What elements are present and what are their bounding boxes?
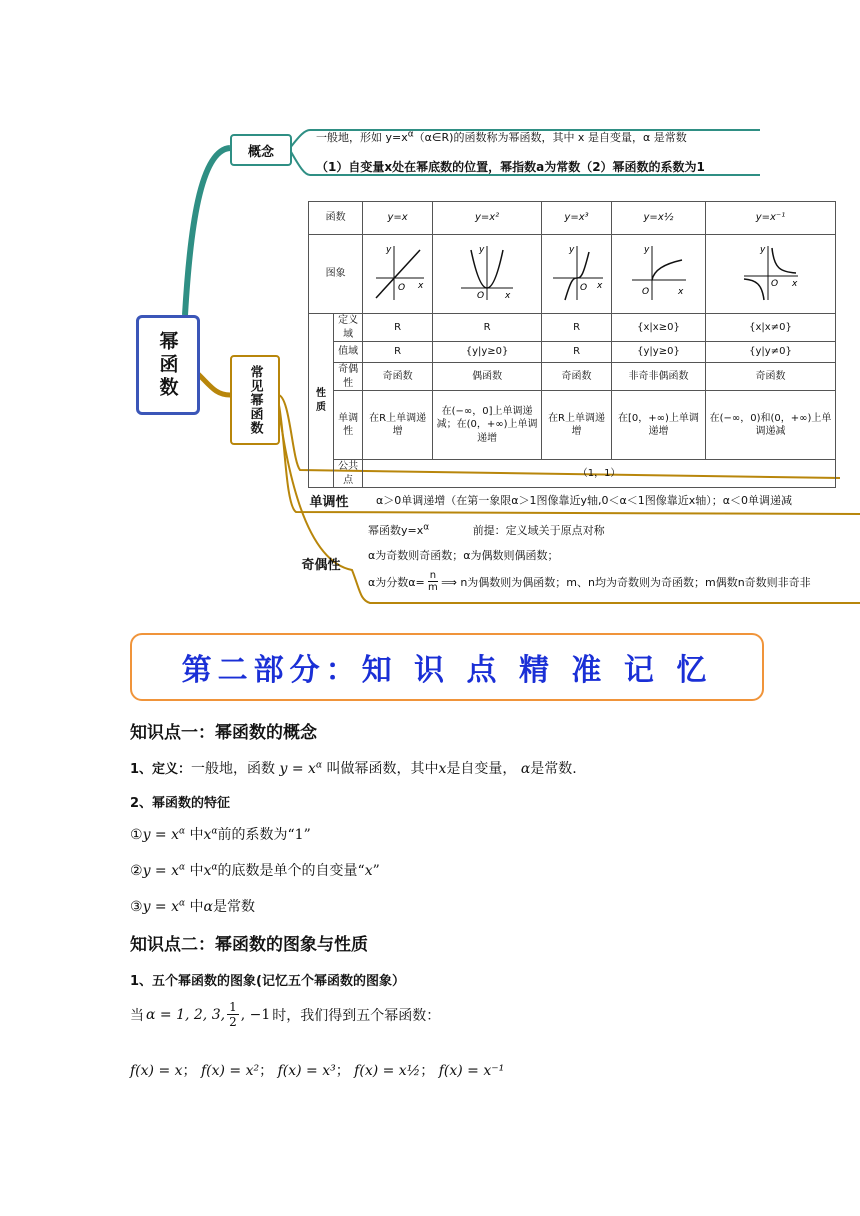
svg-text:x: x	[417, 280, 423, 291]
parity-line3: α为分数α= $\frac{n}{m}$ ⟹ n为偶数则为偶函数；m、n均为奇数则为奇函数；m偶数n奇数则非奇非	[368, 570, 811, 593]
graph-y-x2	[433, 235, 542, 314]
feature-1: ①y = $x^\alpha$ 中$x^\alpha$前的系数为“1”	[130, 826, 311, 843]
svg-text:y: y	[479, 244, 485, 255]
concept-line1: 一般地，形如 $y=x^\alpha(\alpha\in R)$的函数称为幂函数，其中 x 是自变量，α 是常数	[316, 129, 687, 144]
graph-row-label: 图象	[309, 235, 363, 314]
section1-title: 知识点一：幂函数的概念	[130, 723, 317, 743]
svg-text:x: x	[678, 286, 684, 297]
part-two-title: 第二部分：知 识 点 精 准 记 忆	[181, 653, 713, 688]
svg-text:O: O	[579, 282, 587, 293]
parity-line2: α为奇数则奇函数；α为偶数则偶函数；	[368, 549, 559, 562]
graph-y-sqrt	[612, 235, 706, 314]
table-header-cell: y=x³	[542, 202, 612, 235]
feature-2: ②y = $x^\alpha$ 中$x^\alpha$的底数是单个的自变量“x”	[130, 862, 380, 879]
parity-label: 奇偶性	[301, 557, 341, 573]
svg-text:y: y	[760, 244, 766, 255]
svg-text:O: O	[642, 286, 650, 297]
section2-title: 知识点二：幂函数的图象与性质	[130, 935, 368, 955]
common-powers-label: 常见幂函数	[247, 365, 263, 435]
svg-text:x: x	[596, 280, 602, 291]
svg-text:x: x	[505, 290, 511, 301]
graph-inverse	[740, 242, 800, 302]
part-two-banner	[130, 633, 764, 701]
definition-line: 1、定义：一般地，函数 $y = x^\alpha$ 叫做幂函数，其中x是自变量， α是常数.	[130, 760, 577, 777]
graph-sqrt	[628, 242, 688, 302]
root-node	[136, 315, 200, 415]
feature-3: ③y = $x^\alpha$ 中α是常数	[130, 898, 255, 915]
monotonic-label: 单调性	[309, 494, 349, 510]
properties-label: 性 质	[309, 314, 334, 488]
svg-text:O: O	[397, 282, 405, 293]
concept-line2: （1）自变量x处在幂底数的位置，幂指数a为常数（2）幂函数的系数为1	[316, 160, 705, 174]
monotonic-node	[292, 489, 366, 511]
svg-text:y: y	[568, 244, 574, 255]
section2-sub1: 1、五个幂函数的图象(记忆五个幂函数的图象）	[130, 974, 405, 989]
graph-cube	[547, 242, 607, 302]
svg-text:O: O	[477, 290, 485, 301]
parity-line1: 幂函数$y=x^\alpha$ 前提：定义域关于原点对称	[368, 522, 605, 537]
svg-text:y: y	[385, 244, 391, 255]
graph-square	[457, 242, 517, 302]
table-header-cell: y=x²	[433, 202, 542, 235]
row-label: 值域	[334, 342, 363, 363]
graph-y-x	[363, 235, 433, 314]
graph-y-x3	[542, 235, 612, 314]
concept-node	[230, 134, 292, 166]
row-label: 定义域	[334, 314, 363, 342]
svg-text:x: x	[792, 278, 798, 289]
graph-y-inverse	[705, 235, 835, 314]
alpha-values-line: 当 α = 1, 2, 3, 1 2 , −1 时，我们得到五个幂函数：	[130, 1000, 441, 1030]
table-header-cell: y=x	[363, 202, 433, 235]
svg-text:y: y	[644, 244, 650, 255]
svg-text:O: O	[771, 278, 779, 289]
monotonic-text: α＞0单调递增（在第一象限α＞1图像靠近y轴,0＜α＜1图像靠近x轴）；α＜0单调递减	[376, 494, 793, 507]
parity-node	[292, 552, 350, 574]
common-powers-node	[230, 355, 280, 445]
row-label: 单调性	[334, 391, 363, 460]
concept-label: 概念	[247, 144, 274, 160]
row-label: 奇偶性	[334, 363, 363, 391]
five-functions-line: f(x) = x； f(x) = x²； f(x) = x³； f(x) = x½； f(x) = x⁻¹	[130, 1063, 505, 1079]
root-label: 幂函数	[156, 330, 179, 400]
feature-title: 2、幂函数的特征	[130, 796, 231, 811]
graph-linear	[368, 242, 428, 302]
table-header-cell: y=x⁻¹	[705, 202, 835, 235]
table-header-cell: 函数	[309, 202, 363, 235]
row-label: 公共点	[334, 460, 363, 488]
common-point-value: （1，1）	[363, 460, 836, 488]
table-header-cell: y=x½	[612, 202, 706, 235]
power-function-table: 函数 y=x y=x² y=x³ y=x½ y=x⁻¹ 图象 y x O y x O y x O y x O y x O 性 质 定义域 R R R {x|x≥0} {x|x≠0} 值域 R {y|y≥0} R {y|y≥0} {y|y≠0} 奇偶性 奇函数 偶函数 奇函数 非奇非偶函数 奇函数 单调性 在R上单调递增 在(−∞，0]上单调递减；在(0，+∞)上单调递增 在R上单调递增 在[0，+∞)上单调递增 在(−∞，0)和(0，+∞)上单调递减 公共点 （1，1）	[308, 201, 836, 488]
